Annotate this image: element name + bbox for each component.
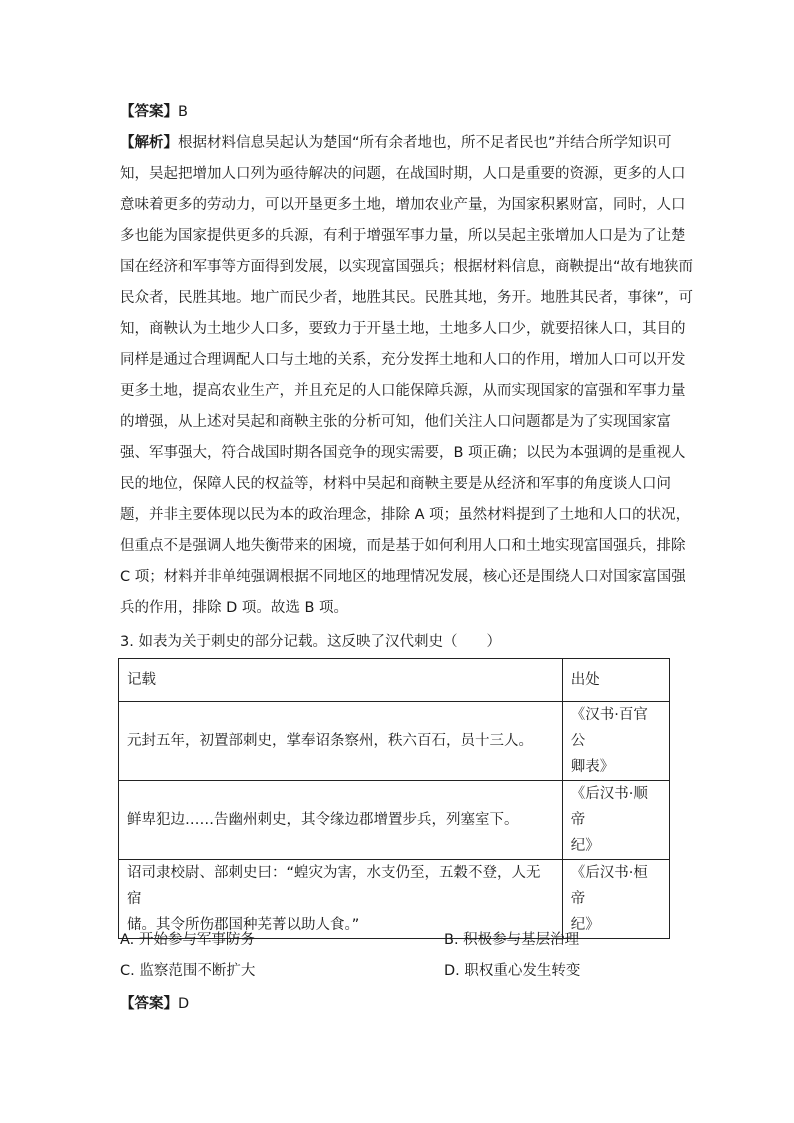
record-text: 鲜卑犯边……告幽州刺史，其令缘边郡增置步兵，列塞室下。 (127, 812, 519, 828)
option-a[interactable]: A. 开始参与军事防务 (120, 932, 255, 948)
analysis-line-10: 强、军事强大，符合战国时期各国竞争的现实需要，B 项正确；以民为本强调的是重视人 (120, 445, 686, 461)
option-b[interactable]: B. 积极参与基层治理 (444, 932, 580, 948)
source-text: 纪》 (570, 838, 600, 854)
option-d[interactable]: D. 职权重心发生转变 (444, 963, 581, 979)
answer-value: D (178, 996, 190, 1012)
analysis-line-11: 民的地位，保障人民的权益等，材料中吴起和商鞅主要是从经济和军事的角度谈人口问 (120, 476, 671, 492)
analysis-line-2: 意味着更多的劳动力，可以开垦更多土地，增加农业产量，为国家积累财富，同时，人口 (120, 197, 686, 213)
answer-value: B (178, 104, 188, 120)
analysis-line-1: 知，吴起把增加人口列为亟待解决的问题，在战国时期，人口是重要的资源，更多的人口 (120, 166, 686, 182)
answer-line-1 (120, 102, 188, 122)
source-text: 《后汉书·顺帝 (570, 786, 648, 828)
answer-tag: 【答案】 (120, 104, 178, 120)
record-cell (119, 702, 563, 781)
analysis-line-7: 同样是通过合理调配人口与土地的关系，充分发挥土地和人口的作用，增加人口可以开发 (120, 352, 686, 368)
table-row (119, 702, 670, 781)
analysis-line-5: 民众者，民胜其地。地广而民少者，地胜其民。民胜其地，务开。地胜其民者，事徕”，可 (120, 290, 694, 306)
source-cell (562, 781, 669, 860)
source-text: 纪》 (570, 917, 600, 933)
table-row (119, 781, 670, 860)
source-text: 《汉书·百官公 (570, 707, 648, 749)
analysis-text: 根据材料信息吴起认为楚国“所有余者地也，所不足者民也”并结合所学知识可 (178, 135, 672, 151)
option-c[interactable]: C. 监察范围不断扩大 (120, 963, 256, 979)
source-cell (562, 702, 669, 781)
record-cell (119, 860, 563, 939)
header-record: 记载 (119, 659, 563, 702)
analysis-line-6: 知，商鞅认为土地少人口多，要致力于开垦土地，土地多人口少，就要招徕人口，其目的 (120, 321, 686, 337)
table-row (119, 860, 670, 939)
record-text: 元封五年，初置部刺史，掌奉诏条察州，秩六百石，员十三人。 (127, 733, 533, 749)
source-cell (562, 860, 669, 939)
analysis-line-15: 兵的作用，排除 D 项。故选 B 项。 (120, 600, 349, 616)
answer-line-2 (120, 994, 189, 1014)
analysis-line-14: C 项；材料并非单纯强调根据不同地区的地理情况发展，核心还是围绕人口对国家富国强 (120, 569, 686, 585)
analysis-line-12: 题，并非主要体现以民为本的政治理念，排除 A 项；虽然材料提到了土地和人口的状况， (120, 507, 691, 523)
source-text: 《后汉书·桓帝 (570, 865, 648, 907)
record-cell (119, 781, 563, 860)
analysis-line-3: 多也能为国家提供更多的兵源，有利于增强军事力量，所以吴起主张增加人口是为了让楚 (120, 228, 686, 244)
source-text: 卿表》 (570, 759, 615, 775)
answer-tag: 【答案】 (120, 996, 178, 1012)
analysis-line-9: 的增强，从上述对吴起和商鞅主张的分析可知，他们关注人口问题都是为了实现国家富 (120, 414, 671, 430)
record-text: 储。其令所伤郡国种芜菁以助人食。” (127, 917, 360, 933)
analysis-line-8: 更多土地，提高农业生产，并且充足的人口能保障兵源，从而实现国家的富强和军事力量 (120, 383, 686, 399)
header-source: 出处 (562, 659, 669, 702)
analysis-tag: 【解析】 (120, 135, 178, 151)
records-table (118, 658, 670, 939)
record-text: 诏司隶校尉、部刺史曰：“蝗灾为害，水支仍至，五穀不登，人无宿 (127, 865, 541, 907)
analysis-line-4: 国在经济和军事等方面得到发展，以实现富国强兵；根据材料信息，商鞅提出“故有地狭而 (120, 259, 694, 275)
question-stem: 3. 如表为关于刺史的部分记载。这反映了汉代刺史（ ） (120, 634, 501, 650)
analysis-line-0 (120, 133, 672, 153)
analysis-line-13: 但重点不是强调人地失衡带来的困境，而是基于如何利用人口和土地实现富国强兵，排除 (120, 538, 686, 554)
table-header-row (119, 659, 670, 702)
